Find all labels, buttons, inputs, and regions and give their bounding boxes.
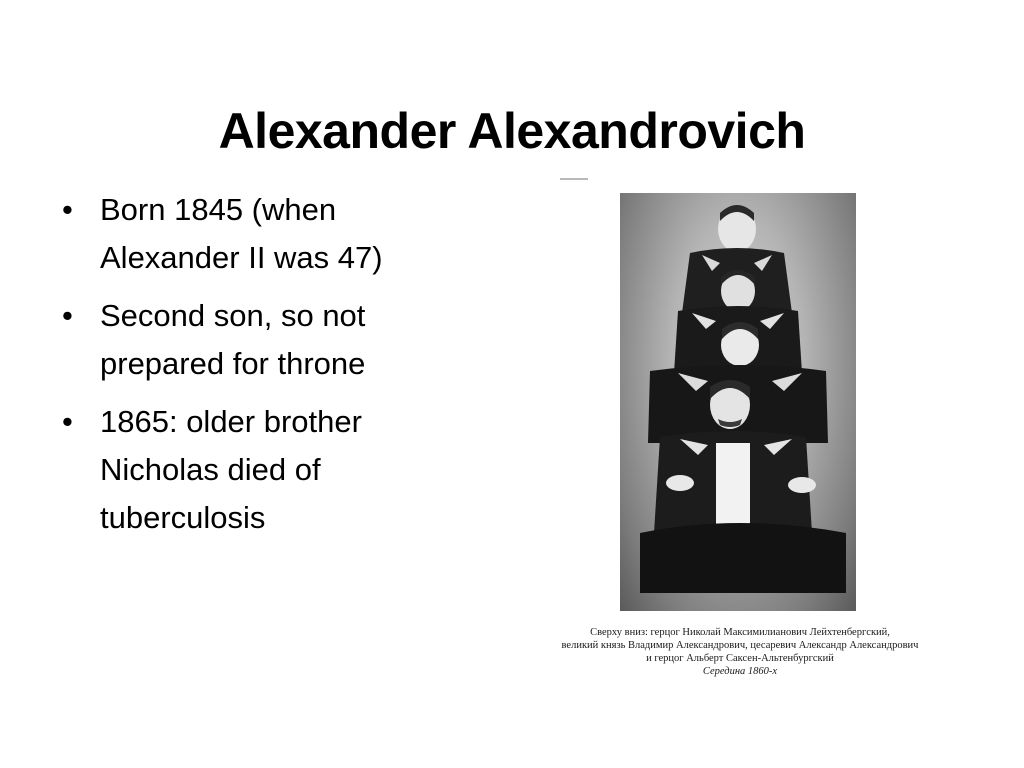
- group-photo-illustration: [620, 193, 856, 611]
- caption-line: Сверху вниз: герцог Николай Максимилианович Лейхтенбергский,: [590, 627, 890, 638]
- bullet-text: Born 1845 (when Alexander II was 47): [100, 192, 383, 275]
- bullet-item: [62, 186, 462, 282]
- person-4-hand-left: [666, 475, 694, 491]
- bullet-dot-icon: •: [62, 192, 73, 227]
- person-4-shirt-front: [716, 443, 750, 531]
- bullet-item: [62, 398, 462, 542]
- person-4-hand-right: [788, 477, 816, 493]
- group-photo: [620, 193, 856, 611]
- bullet-dot-icon: •: [62, 298, 73, 333]
- photo-edge-line: [560, 178, 588, 180]
- person-4-legs: [640, 523, 846, 593]
- slide-title: Alexander Alexandrovich: [218, 102, 806, 159]
- bullet-text: Second son, so not prepared for throne: [100, 298, 366, 381]
- bullet-list: [62, 186, 462, 552]
- photo-caption: [555, 626, 925, 678]
- caption-line: великий князь Владимир Александрович, цесаревич Александр Александрович: [561, 640, 919, 651]
- bullet-item: [62, 292, 462, 388]
- bullet-text: 1865: older brother Nicholas died of tuberculosis: [100, 404, 362, 535]
- bullet-dot-icon: •: [62, 404, 73, 439]
- caption-date: Середина 1860-х: [702, 666, 778, 677]
- caption-line: и герцог Альберт Саксен-Альтенбургский: [646, 653, 834, 664]
- photo-figure: [555, 178, 925, 688]
